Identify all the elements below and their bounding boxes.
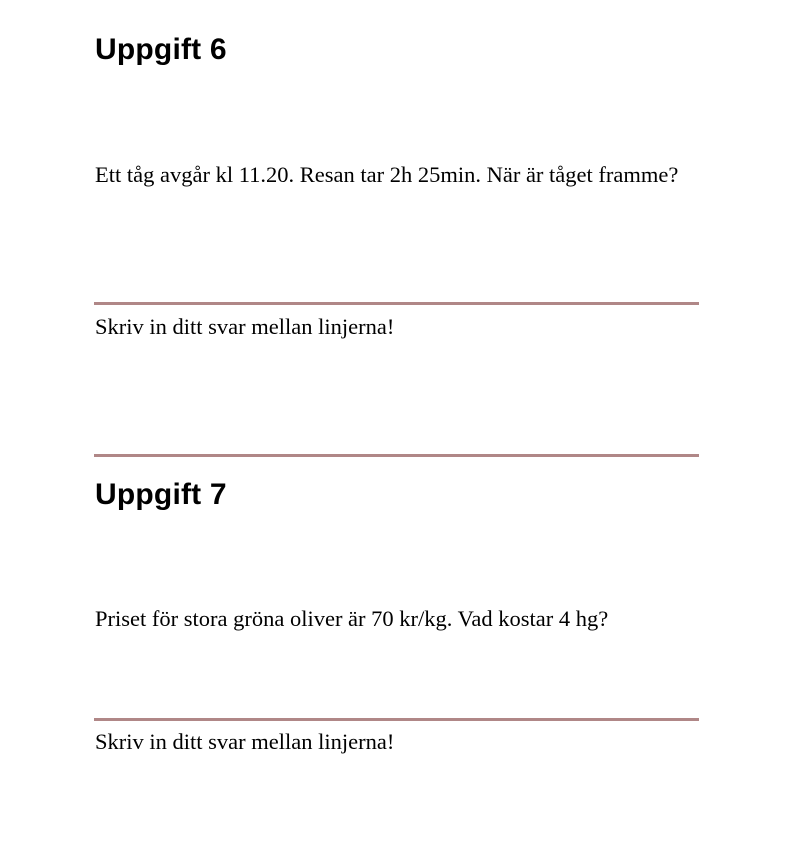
task-6-answer-top-line (94, 302, 699, 305)
task-7-instruction: Skriv in ditt svar mellan linjerna! (95, 729, 395, 754)
task-6-question: Ett tåg avgår kl 11.20. Resan tar 2h 25min. När är tåget framme? (95, 162, 679, 187)
task-7-question: Priset för stora gröna oliver är 70 kr/kg. Vad kostar 4 hg? (95, 606, 609, 631)
task-6-answer-bottom-line (94, 454, 699, 457)
task-6-instruction: Skriv in ditt svar mellan linjerna! (95, 314, 395, 339)
task-6-heading: Uppgift 6 (95, 33, 227, 66)
task-7-heading: Uppgift 7 (95, 478, 227, 511)
task-7-answer-top-line (94, 718, 699, 721)
